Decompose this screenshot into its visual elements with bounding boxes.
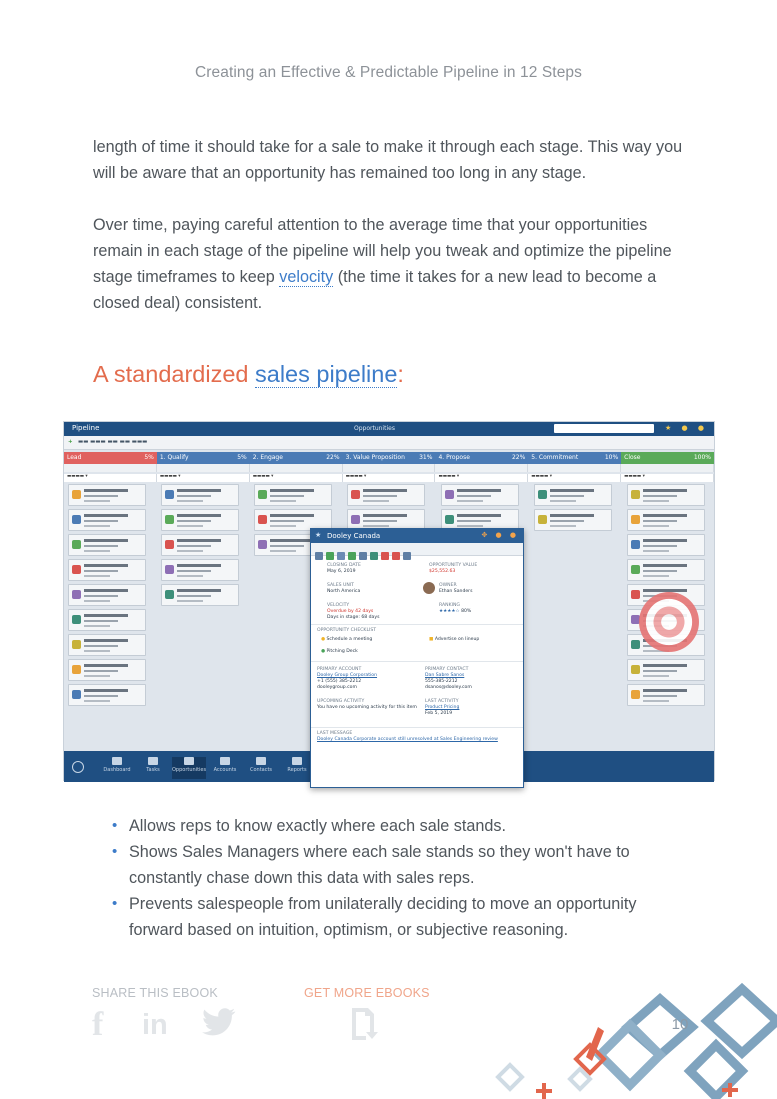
company-logo-icon: [165, 490, 174, 499]
heading-text: :: [397, 361, 404, 387]
company-logo-icon: [631, 640, 640, 649]
company-logo-icon: [165, 540, 174, 549]
opportunity-card: [347, 484, 425, 506]
company-logo-icon: [165, 590, 174, 599]
stage-label: Close: [624, 454, 641, 461]
popup-title: Dooley Canada: [327, 532, 381, 540]
list-item: • Shows Sales Managers where each sale stands so they won't have to constantly chase down this data with sales reps.: [110, 839, 690, 891]
opportunity-card: [161, 584, 239, 606]
share-ebook-label: SHARE THIS EBOOK: [92, 986, 218, 1000]
decorative-diamonds: [480, 975, 777, 1099]
star-icon: ★: [315, 531, 322, 539]
nav-label: Dashboard: [103, 767, 131, 773]
opportunity-card: [161, 509, 239, 531]
company-logo-icon: [631, 515, 640, 524]
section-heading: [93, 361, 404, 388]
owner-field: OWNER Ethan Sanders: [439, 583, 473, 594]
sales-unit-field: SALES UNIT North America: [327, 583, 361, 594]
app-search-input: [554, 424, 654, 433]
app-top-icons: ★ ● ●: [665, 424, 708, 432]
stage-label: Lead: [67, 454, 82, 461]
nav-icon: [220, 757, 230, 765]
bottom-nav-item: [208, 757, 242, 779]
opportunity-card: [627, 509, 705, 531]
company-logo-icon: [72, 590, 81, 599]
opportunity-card: [161, 534, 239, 556]
opportunity-card: [161, 559, 239, 581]
checklist-label: OPPORTUNITY CHECKLIST: [317, 628, 377, 633]
opportunity-card: [68, 534, 146, 556]
toolbar-item: ▬▬ ▬▬▬ ▬▬ ▬▬ ▬▬▬: [78, 439, 148, 445]
company-logo-icon: [351, 490, 360, 499]
stage-indicator-bar: [64, 464, 714, 472]
company-logo-icon: [258, 515, 267, 524]
running-header: Creating an Effective & Predictable Pipeline in 12 Steps: [194, 64, 582, 81]
add-circle-icon: [72, 761, 84, 773]
company-logo-icon: [258, 540, 267, 549]
opportunity-card: [627, 534, 705, 556]
opportunity-card: [161, 484, 239, 506]
checklist-item: ● Schedule a meeting: [321, 637, 373, 642]
company-logo-icon: [631, 490, 640, 499]
stage-label: 4. Propose: [438, 454, 470, 461]
company-logo-icon: [445, 515, 454, 524]
ebook-download-icon[interactable]: [350, 1006, 380, 1045]
opportunity-card: [627, 559, 705, 581]
stage-column: [64, 484, 148, 709]
checklist-item: ● Pitching Deck: [321, 649, 358, 654]
monthly-target-graphic: [639, 592, 699, 652]
stage-column: [437, 484, 521, 534]
stage-label: 5. Commitment: [531, 454, 579, 461]
company-logo-icon: [538, 490, 547, 499]
get-more-ebooks-link[interactable]: GET MORE EBOOKS: [304, 986, 430, 1000]
checklist-item: ■ Advertise on lineup: [429, 637, 480, 642]
nav-icon: [292, 757, 302, 765]
app-title: Opportunities: [354, 425, 395, 432]
nav-label: Accounts: [213, 767, 237, 773]
closing-date-field: CLOSING DATE May 6, 2019: [327, 563, 361, 574]
stage-column: [343, 484, 427, 534]
company-logo-icon: [445, 490, 454, 499]
company-logo-icon: [72, 665, 81, 674]
stage-label: 3. Value Proposition: [345, 454, 405, 461]
sales-pipeline-link[interactable]: sales pipeline: [255, 361, 398, 387]
opportunity-card: [534, 509, 612, 531]
company-logo-icon: [165, 515, 174, 524]
bullet-icon: •: [112, 817, 118, 834]
stage-percent: 22%: [511, 454, 526, 461]
stage-column: [530, 484, 614, 534]
stage-label: 1. Qualify: [159, 454, 189, 461]
twitter-icon[interactable]: [202, 1008, 236, 1041]
company-logo-icon: [631, 690, 640, 699]
company-logo-icon: [72, 490, 81, 499]
opportunity-card: [68, 584, 146, 606]
nav-icon: [184, 757, 194, 765]
opportunity-card: [68, 659, 146, 681]
opportunity-card: [627, 484, 705, 506]
bullet-icon: •: [112, 895, 118, 912]
last-activity-field: LAST ACTIVITY Product Pricing Feb 5, 2019: [425, 699, 460, 716]
company-logo-icon: [72, 615, 81, 624]
opportunity-card: [68, 684, 146, 706]
nav-label: Reports: [287, 767, 307, 773]
nav-icon: [148, 757, 158, 765]
opportunity-card: [441, 484, 519, 506]
stage-column: [157, 484, 241, 609]
add-icon: +: [68, 439, 73, 445]
opportunity-value-field: OPPORTUNITY VALUE $25,552.63: [429, 563, 478, 574]
primary-contact-field: PRIMARY CONTACT Dan Sabre Sanos 555-385-2212 dsanos@dooley.com: [425, 667, 472, 690]
opportunity-card: [627, 659, 705, 681]
bottom-nav-item: [244, 757, 278, 779]
nav-icon: [112, 757, 122, 765]
opportunity-card: [68, 559, 146, 581]
nav-label: Tasks: [146, 767, 160, 773]
heading-text: A standardized: [93, 361, 255, 387]
list-item: • Prevents salespeople from unilaterally deciding to move an opportunity forward based on intuition, optimism, or subjective reasoning.: [110, 891, 690, 943]
primary-account-field: PRIMARY ACCOUNT Dooley Group Corporation +1 (555) 385-2212 dooleygroup.com: [317, 667, 378, 690]
company-logo-icon: [72, 515, 81, 524]
benefit-list: [110, 813, 690, 943]
velocity-link[interactable]: velocity: [279, 268, 334, 286]
body-paragraph-2: [93, 212, 689, 316]
opportunity-card: [68, 509, 146, 531]
ranking-field: RANKING ★★★★☆ 80%: [439, 603, 472, 614]
last-message-field: LAST MESSAGE Dooley Canada Corporate account still unresolved at Sales Engineering review: [317, 731, 498, 742]
stage-header: [64, 452, 157, 464]
stage-sort-row: ▬▬▬▬ ▾ ▬▬▬▬ ▾ ▬▬▬▬ ▾ ▬▬▬▬ ▾ ▬▬▬▬ ▾ ▬▬▬▬ ▾ ▬▬▬▬ ▾: [64, 474, 714, 482]
paragraph-text: (the time it takes for a new lead to become a closed deal) consistent.: [93, 268, 657, 312]
company-logo-icon: [72, 640, 81, 649]
company-logo-icon: [351, 515, 360, 524]
company-logo-icon: [631, 665, 640, 674]
bottom-nav-item: [136, 757, 170, 779]
company-logo-icon: [631, 590, 640, 599]
company-logo-icon: [631, 540, 640, 549]
stage-header: [157, 452, 250, 464]
nav-icon: [256, 757, 266, 765]
opportunity-popup: [310, 528, 524, 788]
stage-header: [435, 452, 528, 464]
velocity-field: VELOCITY Overdue by 42 days Days in stage: 68 days: [327, 603, 380, 620]
app-brand: Pipeline: [72, 424, 100, 432]
stage-percent: 10%: [604, 454, 619, 461]
stage-percent: 22%: [326, 454, 340, 461]
nav-label: Opportunities: [172, 767, 207, 773]
company-logo-icon: [72, 540, 81, 549]
upcoming-activity-field: UPCOMING ACTIVITY You have no upcoming activity for this item: [317, 699, 417, 710]
opportunity-card: [68, 634, 146, 656]
stage-percent: 5%: [237, 454, 247, 461]
body-paragraph-1: length of time it should take for a sale to make it through each stage. This way you will be aware that an opportunity has remained too long in any stage.: [93, 138, 683, 182]
app-toolbar: [64, 436, 714, 450]
stage-header: [250, 452, 343, 464]
paragraph-text: Over time, paying careful attention to the average time that your opportunities remain in each stage of the pipeline will help you tweak and optimize the pipeline stage timeframes to keep: [93, 216, 672, 286]
company-logo-icon: [258, 490, 267, 499]
facebook-icon[interactable]: f: [92, 1006, 104, 1043]
popup-header: [311, 529, 523, 543]
company-logo-icon: [165, 565, 174, 574]
stage-header: [343, 452, 436, 464]
bottom-nav-item: [100, 757, 134, 779]
list-item: • Allows reps to know exactly where each sale stands.: [110, 813, 690, 839]
stage-header: [621, 452, 714, 464]
stage-percent: 100%: [693, 454, 712, 461]
app-top-bar: [64, 422, 714, 436]
bullet-icon: •: [112, 843, 118, 860]
popup-toolbar: [311, 543, 523, 556]
bottom-nav-item: [280, 757, 314, 779]
opportunity-card: [254, 484, 332, 506]
company-logo-icon: [631, 565, 640, 574]
bottom-nav-item: [172, 757, 206, 779]
company-logo-icon: [72, 565, 81, 574]
page-number: 10: [671, 1016, 689, 1033]
opportunity-card: [68, 609, 146, 631]
nav-label: Contacts: [249, 767, 273, 773]
stage-percent: 31%: [419, 454, 433, 461]
stage-header: [528, 452, 621, 464]
owner-avatar: [423, 582, 435, 594]
opportunity-card: [534, 484, 612, 506]
popup-header-icons: ✥ ● ●: [481, 531, 519, 539]
stage-percent: 5%: [144, 454, 154, 461]
opportunity-card: [627, 684, 705, 706]
opportunity-card: [68, 484, 146, 506]
company-logo-icon: [538, 515, 547, 524]
stage-label: 2. Engage: [252, 454, 283, 461]
pipeline-stages: [64, 452, 714, 464]
company-logo-icon: [72, 690, 81, 699]
pipeline-app-screenshot: [63, 421, 715, 781]
linkedin-icon[interactable]: in: [142, 1009, 168, 1041]
